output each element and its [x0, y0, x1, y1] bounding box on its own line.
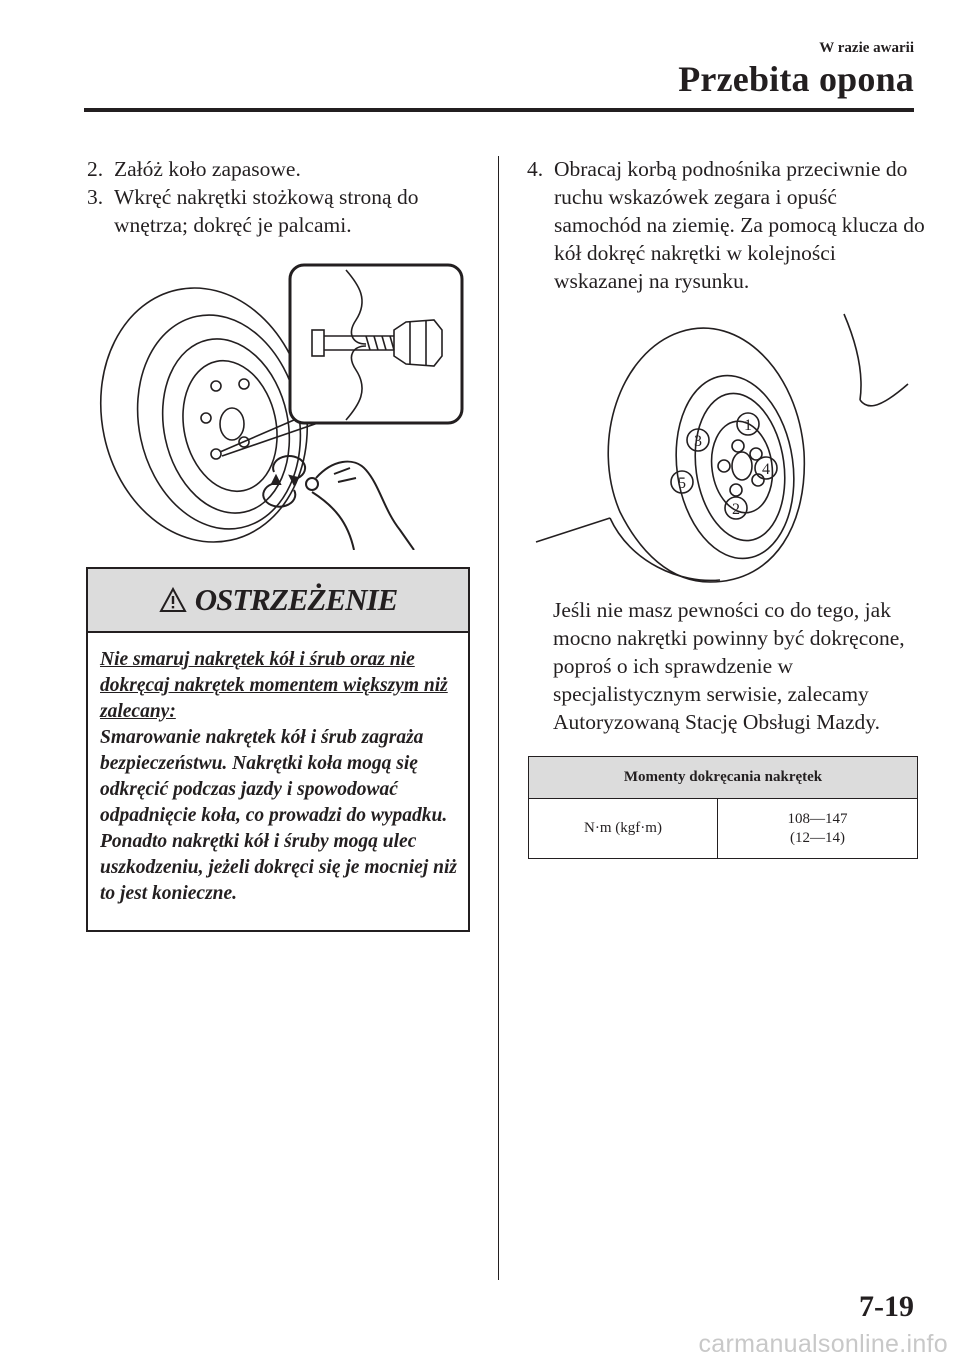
warning-text — [88, 633, 468, 907]
warning-body-text: Smarowanie nakrętek kół i śrub zagraża bezpieczeństwu. Nakrętki koła mogą się odkręcić podczas jazdy i spowodować odpadnięcie koła, co prowadzi do wypadku. Ponadto nakrętki kół i śruby mogą ulec uszkodzeniu, jeżeli dokręci się je mocniej niż to jest konieczne. — [100, 727, 457, 904]
step-text: Załóż koło zapasowe. — [114, 157, 301, 181]
steps-right — [527, 155, 927, 295]
order-label-4: 4 — [762, 461, 770, 478]
watermark: carmanualsonline.info — [698, 1330, 948, 1358]
step-number: 3. — [87, 185, 104, 209]
warning-title: OSTRZEŻENIE — [194, 582, 398, 617]
warning-underlined-text: Nie smaruj nakrętek kół i śrub oraz nie dokręcaj nakrętek momentem większym niż zalecany: — [100, 649, 448, 722]
step-number: 4. — [527, 157, 544, 181]
order-label-1: 1 — [744, 417, 752, 434]
torque-unit-cell: N·m (kgf·m) — [529, 799, 718, 859]
page-number: 7-19 — [859, 1290, 914, 1323]
order-label-2: 2 — [732, 501, 740, 518]
warning-box — [86, 567, 470, 932]
step-2 — [87, 155, 477, 183]
torque-table-header: Momenty dokręcania nakrętek — [529, 757, 918, 799]
step-3 — [87, 183, 477, 239]
step-text: Obracaj korbą podnośnika przeciwnie do ruchu wskazówek zegara i opuść samochód na ziemię. Za pomocą klucza do kół dokręć nakrętki w kolejności wskazanej na rysunku. — [554, 157, 925, 293]
header-section: W razie awarii — [819, 40, 914, 56]
warning-triangle-icon — [159, 587, 187, 613]
order-label-3: 3 — [694, 433, 702, 450]
step-number: 2. — [87, 157, 104, 181]
page-title: Przebita opona — [678, 59, 914, 99]
torque-value-nm: 108—147 — [787, 810, 848, 827]
tightening-order-illustration — [530, 312, 920, 590]
torque-note: Jeśli nie masz pewności co do tego, jak mocno nakrętki powinny być dokręcone, poproś o ich sprawdzenie w specjalistycznym serwisie, zalecamy Autoryzowaną Stację Obsługi Mazdy. — [553, 598, 905, 734]
table-row — [529, 799, 918, 859]
torque-table — [528, 756, 918, 859]
wheel-nut-illustration — [84, 260, 474, 550]
step-4 — [527, 155, 927, 295]
header-rule — [84, 108, 914, 112]
warning-header — [88, 569, 468, 633]
step-text: Wkręć nakrętki stożkową stroną do wnętrza; dokręć je palcami. — [114, 185, 419, 237]
torque-value-kgfm: (12—14) — [790, 829, 845, 846]
column-divider — [498, 156, 499, 1280]
order-label-5: 5 — [678, 475, 686, 492]
torque-value-cell — [718, 799, 918, 859]
steps-left — [87, 155, 477, 239]
